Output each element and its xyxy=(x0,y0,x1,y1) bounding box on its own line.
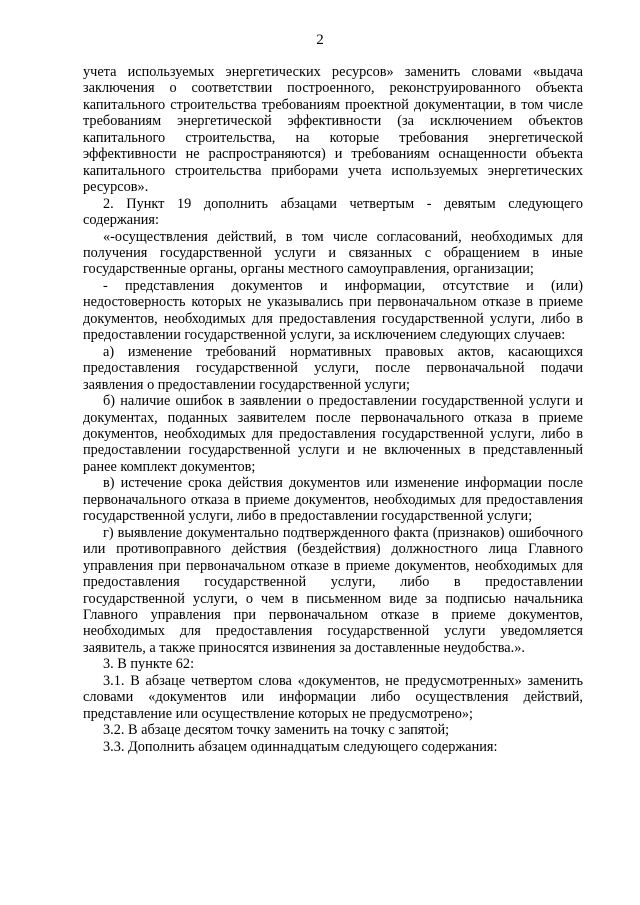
paragraph-item-2-b: б) наличие ошибок в заявлении о предоставлении государственной услуги и документах, поданных заявителем после первоначального отказа в приеме документов, необходимых для предоставления государственной услуги, либо в предоставлении государственной услуги и не включенных в представленный ранее комплект документов; xyxy=(83,393,583,475)
page-number: 2 xyxy=(316,32,324,48)
paragraph-item-2-v: в) истечение срока действия документов или изменение информации после первоначального отказа в приеме документов, необходимых для предоставления государственной услуги, либо в предоставлении государственной услуги; xyxy=(83,475,583,525)
paragraph-item-3-3: 3.3. Дополнить абзацем одиннадцатым следующего содержания: xyxy=(103,738,498,755)
paragraph-item-2-actions: «-осуществления действий, в том числе согласований, необходимых для получения государственной услуги и связанных с обращением в иные государственные органы, органы местного самоуправления, организации; xyxy=(83,228,583,278)
document-body xyxy=(83,64,583,755)
paragraph-continuation: учета используемых энергетических ресурсов» заменить словами «выдача заключения о соответствии построенного, реконструированного объекта капитального строительства требованиям проектной документации, в том числе требованиям энергетической эффективности (за исключением объектов капитального строительства, на которые требования энергетической эффективности не распространяются) и требованиям оснащенности объекта капитального строительства приборами учета используемых энергетических ресурсов». xyxy=(83,64,583,196)
paragraph-item-3: 3. В пункте 62: xyxy=(103,656,195,673)
paragraph-item-3-1: 3.1. В абзаце четвертом слова «документов, не предусмотренных» заменить словами «документов или информации либо осуществления действий, представление или осуществление которых не предусмотрено»; xyxy=(83,672,583,722)
paragraph-item-2: 2. Пункт 19 дополнить абзацами четвертым - девятым следующего содержания: xyxy=(83,195,583,229)
paragraph-item-2-a: а) изменение требований нормативных правовых актов, касающихся предоставления государственной услуги, после первоначальной подачи заявления о предоставлении государственной услуги; xyxy=(83,343,583,393)
paragraph-item-2-documents: - представления документов и информации, отсутствие и (или) недостоверность которых не указывались при первоначальном отказе в приеме документов, необходимых для предоставления государственной услуги, либо в предоставлении государственной услуги, за исключением следующих случаев: xyxy=(83,277,583,344)
paragraph-item-2-g: г) выявление документально подтвержденного факта (признаков) ошибочного или противоправного действия (бездействия) должностного лица Главного управления при первоначальном отказе в приеме документов, необходимых для предоставления государственной услуги, либо в предоставлении государственной услуги, о чем в письменном виде за подписью начальника Главного управления при первоначальном отказе в приеме документов, необходимых для предоставления государственной услуги уведомляется заявитель, а также приносятся извинения за доставленные неудобства.». xyxy=(83,524,583,656)
paragraph-item-3-2: 3.2. В абзаце десятом точку заменить на точку с запятой; xyxy=(103,722,450,739)
